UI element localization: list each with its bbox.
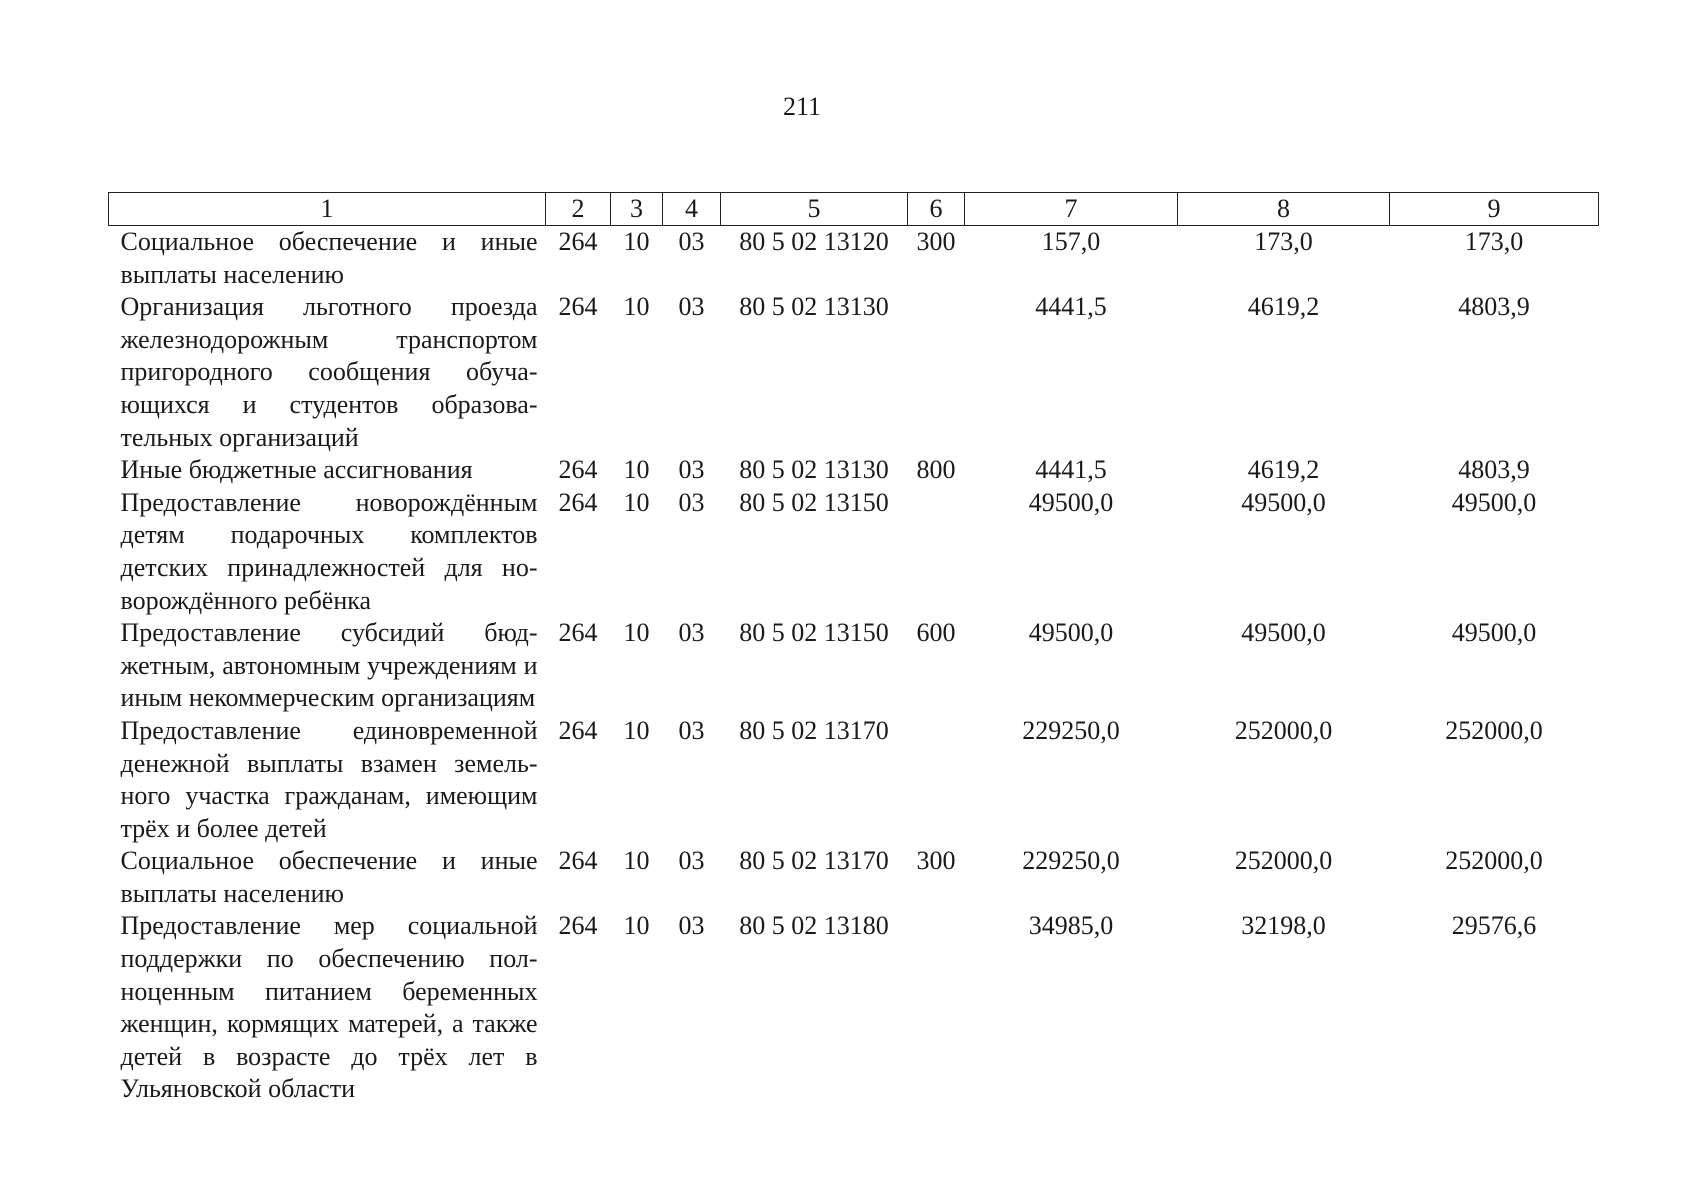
cell-c5: 80 5 02 13130 bbox=[739, 292, 889, 322]
header-cell: 2 bbox=[546, 193, 611, 226]
cell-c6 bbox=[908, 910, 965, 1106]
cell-c8: 4619,2 bbox=[1247, 292, 1320, 322]
cell-c2: 264 bbox=[558, 455, 598, 485]
row-name: Организация льготного проезда железнодорожным транспортом пригородного сообщения обучающихся и студентов образовательных организаций bbox=[120, 292, 538, 452]
header-cell: 3 bbox=[611, 193, 663, 226]
cell-c6 bbox=[908, 291, 965, 454]
table-body bbox=[109, 226, 1599, 1107]
cell-c8: 49500,0 bbox=[1241, 618, 1326, 648]
table-row bbox=[109, 454, 1599, 487]
cell-c4: 03 bbox=[678, 618, 705, 648]
cell-c5: 80 5 02 13120 bbox=[739, 227, 889, 256]
cell-c9: 4803,9 bbox=[1458, 455, 1530, 485]
cell-c8: 4619,2 bbox=[1247, 455, 1320, 485]
cell-c8: 49500,0 bbox=[1241, 487, 1326, 517]
row-name: Предоставление субсидий бюджетным, автономным учреждениям и иным некоммерческим организациям bbox=[120, 618, 538, 713]
cell-c3: 10 bbox=[623, 715, 650, 745]
header-cell: 9 bbox=[1390, 193, 1599, 226]
cell-c3: 10 bbox=[623, 911, 650, 941]
cell-c4: 03 bbox=[678, 911, 705, 941]
cell-c7: 34985,0 bbox=[1028, 911, 1114, 941]
table-row bbox=[109, 487, 1599, 617]
cell-c2: 264 bbox=[558, 911, 598, 941]
cell-c2: 264 bbox=[558, 292, 598, 322]
table-row bbox=[109, 910, 1599, 1106]
cell-c6: 800 bbox=[916, 455, 956, 485]
cell-c8: 252000,0 bbox=[1234, 846, 1333, 876]
budget-table bbox=[108, 192, 1599, 1106]
cell-c8: 32198,0 bbox=[1241, 911, 1326, 941]
header-cell: 6 bbox=[908, 193, 965, 226]
page-number bbox=[0, 92, 1696, 122]
header-row bbox=[109, 193, 1599, 226]
cell-c3: 10 bbox=[623, 487, 650, 517]
cell-c7: 4441,5 bbox=[1035, 292, 1107, 322]
row-name: Предоставление новорождённым детям подарочных комплектов детских принадлежностей для новорождённого ребёнка bbox=[120, 487, 538, 615]
cell-c4: 03 bbox=[678, 227, 705, 256]
cell-c2: 264 bbox=[558, 846, 598, 876]
cell-c4: 03 bbox=[678, 292, 705, 322]
cell-c3: 10 bbox=[623, 846, 650, 876]
cell-c4: 03 bbox=[678, 715, 705, 745]
cell-c2: 264 bbox=[558, 715, 598, 745]
cell-c2: 264 bbox=[558, 487, 598, 517]
cell-c3: 10 bbox=[623, 455, 650, 485]
header-cell: 7 bbox=[965, 193, 1178, 226]
cell-c9: 4803,9 bbox=[1458, 292, 1530, 322]
cell-c9: 252000,0 bbox=[1445, 846, 1543, 876]
cell-c4: 03 bbox=[678, 455, 705, 485]
cell-c5: 80 5 02 13170 bbox=[739, 715, 889, 745]
cell-c6: 600 bbox=[916, 618, 956, 648]
cell-c6 bbox=[908, 487, 965, 617]
cell-c7: 4441,5 bbox=[1035, 455, 1107, 485]
cell-c8: 252000,0 bbox=[1234, 715, 1333, 745]
cell-c6: 300 bbox=[916, 227, 956, 256]
row-name: Иные бюджетные ассигнования bbox=[120, 455, 473, 485]
cell-c5: 80 5 02 13170 bbox=[739, 846, 889, 876]
cell-c7: 229250,0 bbox=[1022, 715, 1120, 745]
table-row bbox=[109, 845, 1599, 910]
cell-c9: 29576,6 bbox=[1451, 911, 1537, 941]
cell-c9: 173,0 bbox=[1464, 227, 1524, 256]
row-name: Социальное обеспечение и иные выплаты населению bbox=[120, 227, 538, 289]
table-header bbox=[109, 193, 1599, 226]
cell-c9: 49500,0 bbox=[1451, 618, 1537, 648]
cell-c3: 10 bbox=[623, 618, 650, 648]
header-cell: 1 bbox=[109, 193, 546, 226]
cell-c8: 173,0 bbox=[1254, 227, 1313, 256]
page-number-text: 211 bbox=[782, 92, 822, 121]
cell-c6: 300 bbox=[916, 846, 956, 876]
row-name: Социальное обеспечение и иные выплаты населению bbox=[120, 846, 538, 908]
header-cell: 4 bbox=[663, 193, 721, 226]
cell-c3: 10 bbox=[623, 227, 650, 256]
cell-c4: 03 bbox=[678, 846, 705, 876]
cell-c7: 157,0 bbox=[1041, 227, 1101, 256]
row-name: Предоставление мер социальной поддержки по обеспечению полноценным питанием беременных женщин, кормящих матерей, а также детей в возрасте до трёх лет в Ульяновской области bbox=[120, 911, 538, 1104]
cell-c9: 252000,0 bbox=[1445, 715, 1543, 745]
cell-c5: 80 5 02 13150 bbox=[739, 618, 889, 648]
table-row bbox=[109, 226, 1599, 292]
header-cell: 5 bbox=[721, 193, 908, 226]
cell-c4: 03 bbox=[678, 487, 705, 517]
row-name: Предоставление единовременной денежной выплаты взамен земельного участка гражданам, имеющим трёх и более детей bbox=[120, 715, 538, 843]
cell-c5: 80 5 02 13150 bbox=[739, 487, 889, 517]
cell-c3: 10 bbox=[623, 292, 650, 322]
cell-c7: 229250,0 bbox=[1022, 846, 1120, 876]
cell-c5: 80 5 02 13130 bbox=[739, 455, 889, 485]
cell-c7: 49500,0 bbox=[1028, 487, 1114, 517]
cell-c9: 49500,0 bbox=[1451, 487, 1537, 517]
cell-c2: 264 bbox=[558, 227, 598, 256]
cell-c6 bbox=[908, 715, 965, 845]
table-row bbox=[109, 715, 1599, 845]
cell-c7: 49500,0 bbox=[1028, 618, 1114, 648]
table-row bbox=[109, 617, 1599, 715]
table-row bbox=[109, 291, 1599, 454]
header-cell: 8 bbox=[1178, 193, 1390, 226]
cell-c5: 80 5 02 13180 bbox=[739, 911, 889, 941]
cell-c2: 264 bbox=[558, 618, 598, 648]
